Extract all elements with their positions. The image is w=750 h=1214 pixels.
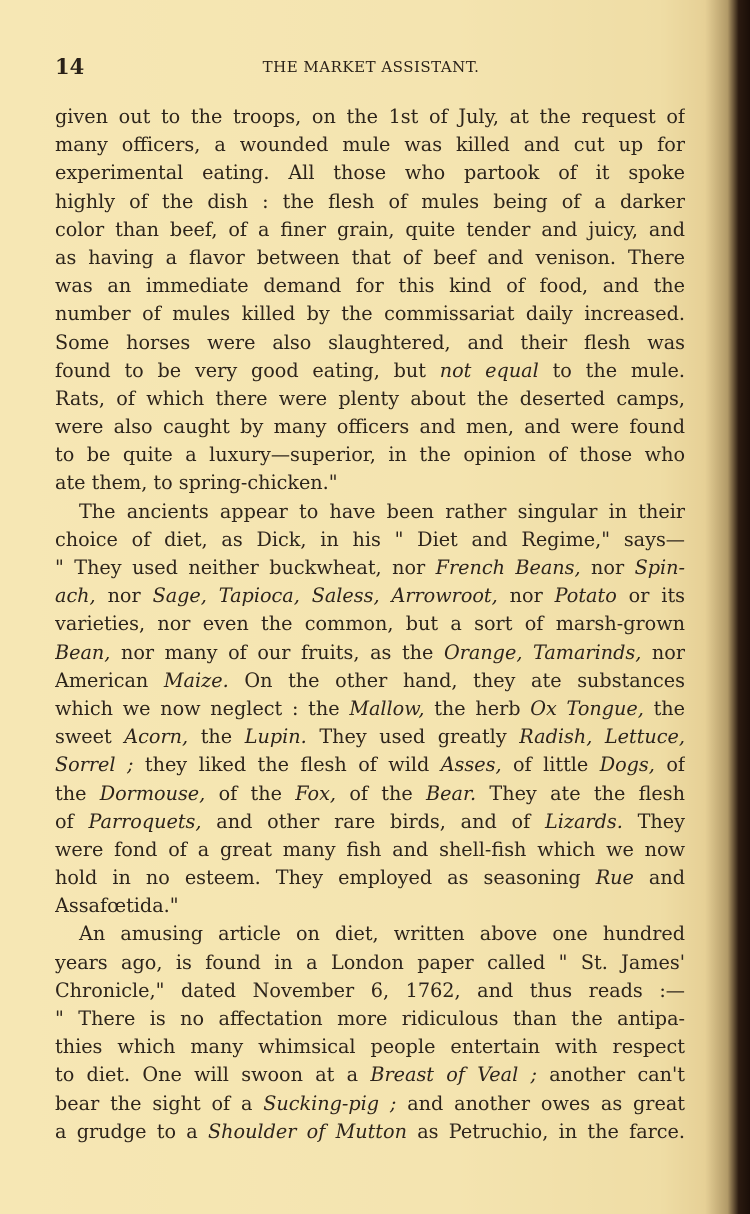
text-segment: On the other hand, they ate substances — [228, 668, 685, 692]
italic-text: Breast of Veal ; — [370, 1063, 537, 1087]
text-segment: An amusing article on diet, written above one hundred — [79, 922, 685, 946]
text-line — [55, 554, 685, 582]
text-segment: nor — [580, 556, 635, 579]
text-segment: Chronicle," dated November 6, 1762, and thus reads :— — [55, 978, 685, 1002]
text-line — [55, 103, 685, 131]
text-segment: and another owes as great — [396, 1091, 685, 1115]
text-segment: American — [55, 668, 164, 692]
text-segment: They ate the flesh — [476, 781, 685, 805]
text-segment: given out to the troops, on the 1st of July, at the request of — [55, 105, 685, 128]
italic-text: Sucking-pig ; — [263, 1091, 397, 1115]
text-line — [55, 582, 685, 610]
text-line — [55, 780, 685, 808]
text-line — [55, 498, 685, 526]
text-line — [55, 244, 685, 272]
italic-text: Sage, Tapioca, Saless, Arrowroot, — [152, 584, 498, 608]
text-line — [55, 639, 685, 667]
text-segment: number of mules killed by the commissariat daily increased. — [55, 302, 685, 326]
text-segment: bear the sight of a — [55, 1091, 264, 1115]
italic-text: not equal — [439, 358, 539, 382]
text-line — [55, 949, 685, 977]
text-line — [55, 1005, 685, 1033]
italic-text: Dogs, — [599, 753, 655, 777]
text-segment: were also caught by many officers and men, and were found — [55, 415, 685, 439]
text-segment: to diet. One will swoon at a — [55, 1063, 371, 1087]
text-segment: varieties, nor even the common, but a sort of marsh-grown — [55, 612, 685, 636]
italic-text: Bean, — [55, 640, 111, 664]
text-segment: hold in no esteem. They employed as seasoning — [55, 866, 596, 890]
text-line — [55, 667, 685, 695]
italic-text: French Beans, — [435, 556, 581, 579]
text-segment: the — [188, 725, 245, 749]
text-segment: and — [633, 866, 685, 890]
text-line — [55, 751, 685, 779]
text-segment: the — [643, 696, 685, 720]
text-segment: highly of the dish : the flesh of mules being of a darker — [55, 189, 685, 213]
text-segment: of the — [205, 781, 296, 805]
text-segment: as Petruchio, in the farce. — [406, 1119, 685, 1143]
italic-text: Maize. — [163, 668, 229, 692]
text-segment: of — [55, 809, 89, 833]
text-segment: They used greatly — [306, 725, 520, 749]
text-segment: or its — [616, 584, 685, 608]
italic-text: Sorrel ; — [55, 753, 134, 777]
text-segment: nor — [95, 584, 153, 608]
text-segment: of — [654, 753, 685, 777]
italic-text: Rue — [595, 866, 634, 890]
page-header — [55, 54, 687, 82]
text-segment: experimental eating. All those who partook of it spoke — [55, 161, 685, 185]
text-line — [55, 977, 685, 1005]
text-segment: " They used neither buckwheat, nor — [55, 556, 436, 579]
text-line — [55, 469, 685, 497]
italic-text: Asses, — [440, 753, 502, 777]
text-line — [55, 610, 685, 638]
italic-text: Acorn, — [124, 725, 189, 749]
text-segment: color than beef, of a finer grain, quite tender and juicy, and — [55, 217, 685, 241]
text-segment: they liked the flesh of wild — [133, 753, 441, 777]
text-segment: Rats, of which there were plenty about the deserted camps, — [55, 386, 685, 410]
text-segment: a grudge to a — [55, 1119, 209, 1143]
italic-text: ach, — [55, 584, 96, 608]
text-line — [55, 695, 685, 723]
text-line — [55, 329, 685, 357]
text-line — [55, 413, 685, 441]
text-segment: The ancients appear to have been rather singular in their — [79, 499, 685, 523]
text-segment: the — [55, 781, 100, 805]
text-segment: Some horses were also slaughtered, and their flesh was — [55, 330, 685, 354]
text-segment: was an immediate demand for this kind of food, and the — [55, 274, 685, 298]
text-line — [55, 188, 685, 216]
italic-text: Dormouse, — [99, 781, 206, 805]
italic-text: Shoulder of Mutton — [208, 1119, 407, 1143]
italic-text: Lupin. — [244, 725, 307, 749]
text-line — [55, 216, 685, 244]
text-segment: to be quite a luxury—superior, in the opinion of those who — [55, 443, 685, 467]
text-line — [55, 385, 685, 413]
text-segment: nor — [497, 584, 555, 608]
text-line — [55, 272, 685, 300]
text-line — [55, 1033, 685, 1061]
page-number: 14 — [55, 54, 85, 79]
italic-text: Potato — [554, 584, 617, 608]
text-segment: another can't — [536, 1063, 685, 1087]
text-line — [55, 1061, 685, 1089]
text-segment: to the mule. — [538, 358, 685, 382]
italic-text: Lizards. — [545, 809, 623, 833]
text-line — [55, 526, 685, 554]
text-line — [55, 1090, 685, 1118]
italic-text: Parroquets, — [88, 809, 202, 833]
text-line — [55, 920, 685, 948]
text-segment: of little — [501, 753, 600, 777]
text-segment: ate them, to spring-chicken." — [55, 471, 338, 495]
text-line — [55, 836, 685, 864]
text-line — [55, 892, 685, 920]
italic-text: Orange, Tamarinds, — [443, 640, 642, 664]
italic-text: Fox, — [295, 781, 337, 805]
text-segment: choice of diet, as Dick, in his " Diet and Regime," says— — [55, 527, 685, 551]
text-segment: many officers, a wounded mule was killed and cut up for — [55, 133, 685, 157]
text-segment: the herb — [424, 696, 531, 720]
text-line — [55, 1118, 685, 1146]
body-text — [55, 103, 685, 1146]
text-line — [55, 441, 685, 469]
running-head: THE MARKET ASSISTANT. — [262, 58, 480, 76]
text-line — [55, 300, 685, 328]
text-segment: Assafœtida." — [55, 894, 179, 918]
text-segment: of the — [336, 781, 427, 805]
text-segment: years ago, is found in a London paper called " St. James' — [55, 950, 685, 974]
text-line — [55, 159, 685, 187]
text-segment: thies which many whimsical people entertain with respect — [55, 1035, 685, 1059]
text-segment: as having a flavor between that of beef and venison. There — [55, 245, 685, 269]
text-segment: which we now neglect : the — [55, 696, 350, 720]
text-segment: and other rare birds, and of — [201, 809, 545, 833]
text-segment: They — [622, 809, 685, 833]
text-line — [55, 864, 685, 892]
text-segment: were fond of a great many fish and shell-fish which we now — [55, 837, 685, 861]
text-line — [55, 723, 685, 751]
text-segment: found to be very good eating, but — [55, 358, 440, 382]
italic-text: Spin- — [634, 556, 685, 579]
text-line — [55, 131, 685, 159]
italic-text: Ox Tongue, — [530, 696, 644, 720]
text-segment: nor many of our fruits, as the — [110, 640, 444, 664]
text-segment: nor — [641, 640, 685, 664]
italic-text: Mallow, — [349, 696, 425, 720]
text-line — [55, 808, 685, 836]
italic-text: Bear. — [426, 781, 477, 805]
text-line — [55, 357, 685, 385]
text-segment: sweet — [55, 725, 125, 749]
text-segment: " There is no affectation more ridiculous than the antipa- — [55, 1007, 685, 1030]
italic-text: Radish, Lettuce, — [519, 725, 685, 749]
